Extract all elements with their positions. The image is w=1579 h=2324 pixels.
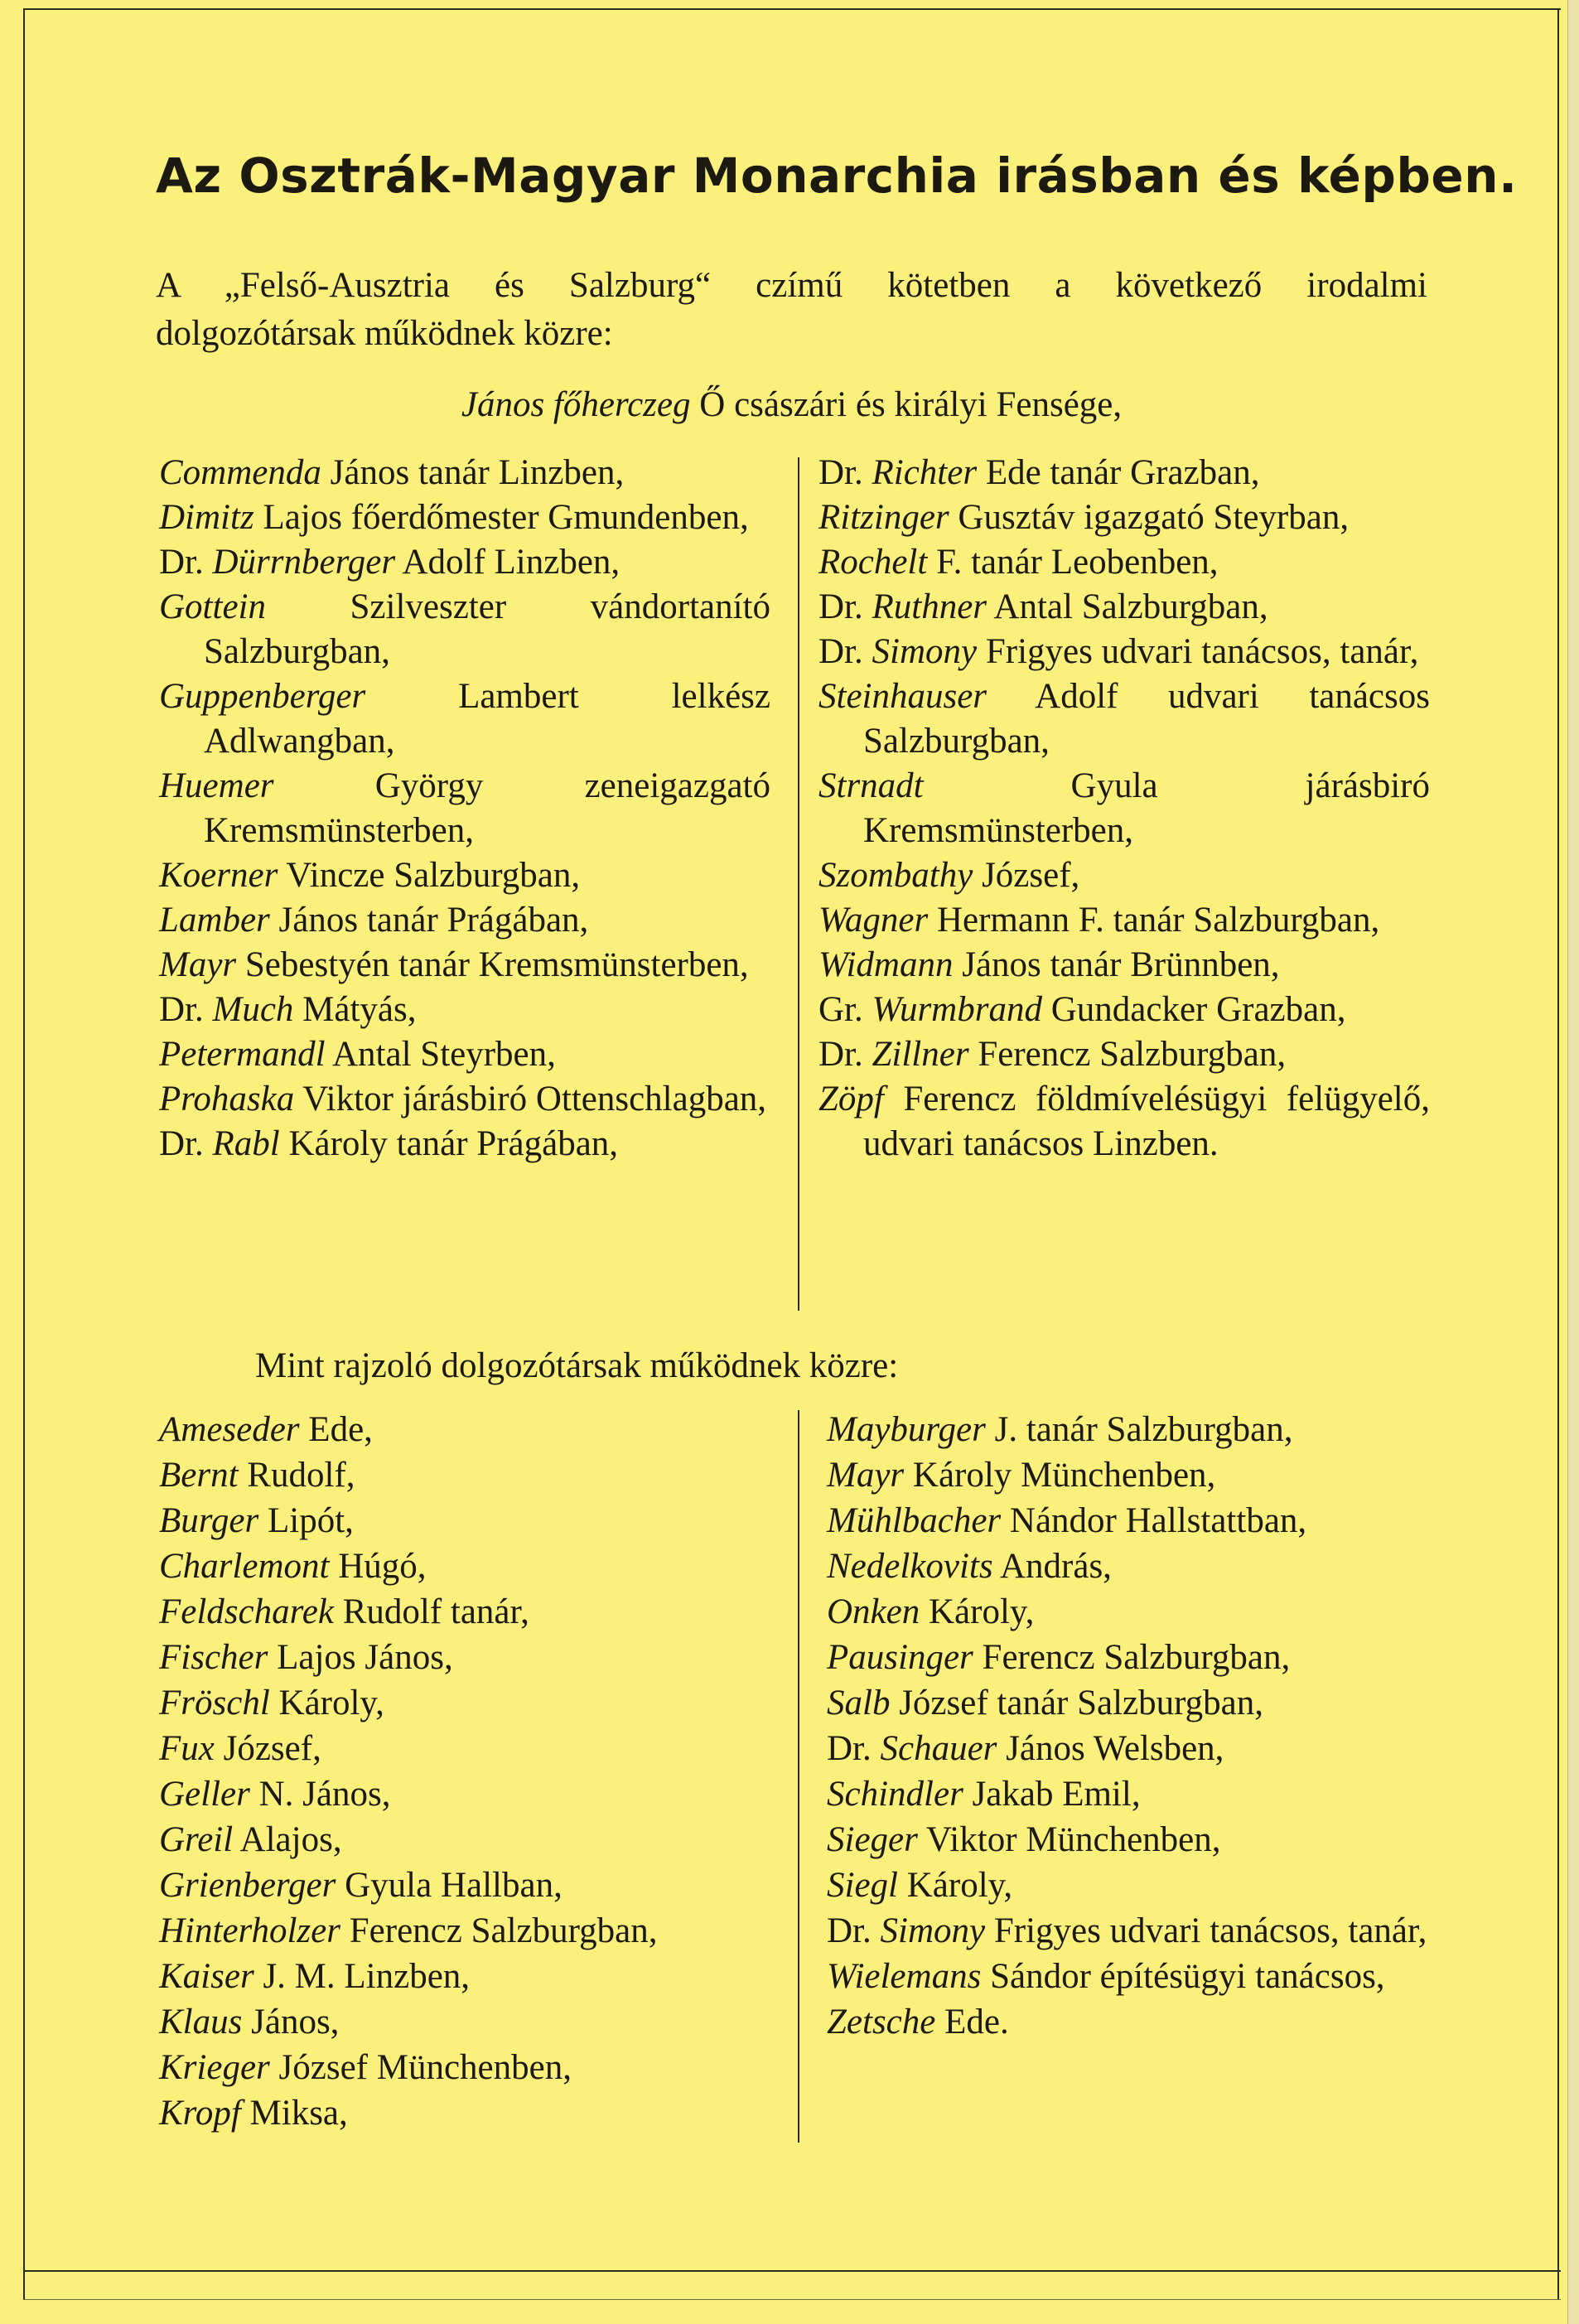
- page-border-bottom: [23, 2270, 1561, 2272]
- entry-details: Ferencz Salzburgban,: [340, 1911, 658, 1950]
- list-entry: [827, 1452, 1438, 1498]
- entry-title: Gr.: [818, 990, 872, 1029]
- entry-details: F. tanár Leobenben,: [927, 543, 1219, 582]
- entry-details: Sebestyén tanár Kremsmünsterben,: [236, 945, 749, 984]
- entry-details: Miksa,: [240, 2094, 348, 2133]
- entry-details: Károly,: [897, 1866, 1013, 1905]
- page-border-right: [1557, 8, 1559, 2299]
- page-border-top: [23, 8, 1561, 10]
- entry-surname: Greil: [159, 1820, 234, 1859]
- entry-surname: Guppenberger: [159, 677, 366, 716]
- list-entry: [159, 1452, 770, 1498]
- page-title: Az Osztrák-Magyar Monarchia irásban és képben.: [156, 147, 1518, 204]
- entry-surname: Hinterholzer: [159, 1911, 340, 1950]
- entry-details: Ede.: [935, 2003, 1009, 2041]
- entry-title: Dr.: [818, 453, 872, 492]
- entry-details: Frigyes udvari tanácsos, tanár,: [985, 1911, 1427, 1950]
- entry-title: Dr.: [818, 1035, 872, 1074]
- list-entry: [159, 1680, 770, 1726]
- list-entry: [818, 495, 1430, 540]
- list-entry: [818, 1032, 1430, 1077]
- entry-details: Antal Salzburgban,: [987, 587, 1268, 626]
- entry-surname: Prohaska: [159, 1080, 295, 1119]
- entry-surname: Widmann: [818, 945, 954, 984]
- dedication-line: [156, 381, 1427, 429]
- entry-surname: Onken: [827, 1592, 920, 1631]
- entry-details: Károly tanár Prágában,: [279, 1124, 619, 1163]
- entry-title: Dr.: [827, 1729, 881, 1768]
- intro-paragraph: [156, 262, 1427, 358]
- entry-surname: Lamber: [159, 901, 270, 940]
- entry-surname: Commenda: [159, 453, 321, 492]
- entry-details: András,: [992, 1547, 1112, 1586]
- list-entry: [818, 853, 1430, 898]
- entry-details: Vincze Salzburgban,: [278, 856, 581, 895]
- entry-details: Húgó,: [329, 1547, 427, 1586]
- entry-surname: Huemer: [159, 766, 274, 805]
- list-entry: [818, 943, 1430, 988]
- entry-surname: Wielemans: [827, 1957, 982, 1996]
- list-entry: [159, 540, 770, 585]
- list-entry: [159, 1999, 770, 2045]
- entry-details: Hermann F. tanár Salzburgban,: [928, 901, 1380, 940]
- entry-details: Károly,: [920, 1592, 1035, 1631]
- list-entry: [827, 1771, 1438, 1817]
- entry-details: Gusztáv igazgató Steyrban,: [949, 498, 1350, 537]
- entry-surname: Dürrnberger: [212, 543, 396, 582]
- entry-details: Adolf Linzben,: [395, 543, 620, 582]
- list-entry: [159, 898, 770, 943]
- entry-surname: Kaiser: [159, 1957, 254, 1996]
- list-entry: [827, 1635, 1438, 1680]
- list-entry: [159, 988, 770, 1032]
- entry-surname: Szombathy: [818, 856, 973, 895]
- entry-surname: Fux: [159, 1729, 215, 1768]
- entry-surname: Zöpf: [818, 1080, 884, 1119]
- entry-details: Rudolf,: [238, 1456, 355, 1495]
- artists-list-right: [827, 1407, 1438, 2045]
- list-entry: [827, 1407, 1438, 1452]
- entry-details: Ferencz földmívelésügyi felügyelő, udvari tanácsos Linzben.: [863, 1080, 1430, 1163]
- list-entry: [827, 1498, 1438, 1544]
- entry-details: Sándor építésügyi tanácsos,: [981, 1957, 1385, 1996]
- entry-surname: Bernt: [159, 1456, 239, 1495]
- list-entry: [159, 585, 770, 674]
- list-entry: [159, 1122, 770, 1167]
- entry-details: Ede,: [299, 1410, 373, 1449]
- entry-surname: Ruthner: [872, 587, 987, 626]
- entry-surname: Strnadt: [818, 766, 924, 805]
- list-entry: [827, 1908, 1438, 1954]
- intro-line-2: dolgozótársak működnek közre:: [156, 314, 613, 353]
- list-entry: [159, 1635, 770, 1680]
- entry-details: Ede tanár Grazban,: [977, 453, 1260, 492]
- entry-title: Dr.: [159, 990, 213, 1029]
- entry-details: Lambert lelkész Adlwangban,: [204, 677, 770, 761]
- entry-surname: Charlemont: [159, 1547, 330, 1586]
- entry-details: Jakab Emil,: [963, 1775, 1141, 1814]
- entry-details: Rudolf tanár,: [333, 1592, 529, 1631]
- list-entry: [818, 585, 1430, 630]
- list-entry: [159, 1498, 770, 1544]
- list-entry: [827, 1680, 1438, 1726]
- entry-surname: Mayr: [159, 945, 237, 984]
- writers-list-right: [818, 451, 1430, 1167]
- entry-details: Alajos,: [233, 1820, 342, 1859]
- dedication-name: János főherczeg: [461, 385, 691, 424]
- list-entry: [818, 1077, 1430, 1167]
- entry-details: János tanár Brünnben,: [953, 945, 1280, 984]
- entry-title: Dr.: [159, 1124, 213, 1163]
- entry-surname: Simony: [880, 1911, 986, 1950]
- entry-surname: Rabl: [212, 1124, 280, 1163]
- list-entry: [827, 1999, 1438, 2045]
- entry-surname: Pausinger: [827, 1638, 973, 1677]
- entry-surname: Petermandl: [159, 1035, 326, 1074]
- list-entry: [159, 1771, 770, 1817]
- list-entry: [827, 1589, 1438, 1635]
- artists-list-left: [159, 1407, 770, 2136]
- list-entry: [159, 1908, 770, 1954]
- entry-details: Ferencz Salzburgban,: [973, 1638, 1291, 1677]
- entry-surname: Mayburger: [827, 1410, 986, 1449]
- entry-details: Károly,: [269, 1684, 384, 1722]
- entry-surname: Sieger: [827, 1820, 918, 1859]
- entry-surname: Mayr: [827, 1456, 905, 1495]
- list-entry: [159, 1077, 770, 1122]
- list-entry: [159, 1863, 770, 1908]
- entry-details: Viktor járásbiró Ottenschlagban,: [294, 1080, 767, 1119]
- entry-surname: Zetsche: [827, 2003, 936, 2041]
- entry-details: Szilveszter vándortanító Salzburgban,: [204, 587, 770, 671]
- entry-surname: Nedelkovits: [827, 1547, 993, 1586]
- entry-surname: Fischer: [159, 1638, 268, 1677]
- entry-surname: Salb: [827, 1684, 891, 1722]
- entry-surname: Steinhauser: [818, 677, 987, 716]
- entry-details: János Welsben,: [997, 1729, 1224, 1768]
- entry-surname: Much: [212, 990, 294, 1029]
- page-border-bottom-outer: [23, 2299, 1561, 2300]
- entry-surname: Kropf: [159, 2094, 241, 2133]
- list-entry: [818, 674, 1430, 764]
- page-edge: [1567, 0, 1579, 2324]
- entry-surname: Ameseder: [159, 1410, 300, 1449]
- entry-surname: Schindler: [827, 1775, 963, 1814]
- list-entry: [159, 1544, 770, 1589]
- page-border-left: [23, 8, 25, 2299]
- dedication-text: Ő császári és királyi Fensége,: [690, 385, 1123, 424]
- entry-details: J. tanár Salzburgban,: [985, 1410, 1293, 1449]
- list-entry: [818, 988, 1430, 1032]
- entry-surname: Klaus: [159, 2003, 243, 2041]
- entry-title: Dr.: [159, 543, 213, 582]
- entry-title: Dr.: [818, 587, 872, 626]
- list-entry: [827, 1863, 1438, 1908]
- list-entry: [159, 943, 770, 988]
- entry-details: Lipót,: [258, 1501, 354, 1540]
- entry-details: József,: [973, 856, 1080, 895]
- list-entry: [159, 1817, 770, 1863]
- list-entry: [159, 2045, 770, 2090]
- list-entry: [159, 1726, 770, 1771]
- entry-surname: Richter: [872, 453, 978, 492]
- list-entry: [818, 630, 1430, 674]
- entry-surname: Simony: [872, 632, 978, 671]
- entry-details: Viktor Münchenben,: [917, 1820, 1221, 1859]
- entry-details: János,: [242, 2003, 340, 2041]
- entry-details: Mátyás,: [293, 990, 417, 1029]
- list-entry: [827, 1726, 1438, 1771]
- list-entry: [827, 1544, 1438, 1589]
- entry-details: György zeneigazgató Kremsmünsterben,: [204, 766, 770, 850]
- list-entry: [159, 1589, 770, 1635]
- entry-surname: Zillner: [872, 1035, 969, 1074]
- entry-details: Lajos János,: [268, 1638, 453, 1677]
- list-entry: [159, 495, 770, 540]
- entry-surname: Ritzinger: [818, 498, 949, 537]
- entry-surname: Burger: [159, 1501, 259, 1540]
- entry-details: J. M. Linzben,: [254, 1957, 471, 1996]
- entry-details: Ferencz Salzburgban,: [968, 1035, 1287, 1074]
- entry-details: N. János,: [249, 1775, 391, 1814]
- entry-details: Antal Steyrben,: [325, 1035, 556, 1074]
- entry-details: Gyula Hallban,: [336, 1866, 563, 1905]
- list-entry: [818, 764, 1430, 853]
- list-entry: [159, 1954, 770, 1999]
- entry-surname: Schauer: [880, 1729, 997, 1768]
- writers-list-left: [159, 451, 770, 1167]
- artists-heading: Mint rajzoló dolgozótársak működnek közre:: [255, 1346, 899, 1385]
- list-entry: [159, 674, 770, 764]
- entry-details: Károly Münchenben,: [904, 1456, 1216, 1495]
- entry-details: János tanár Prágában,: [269, 901, 589, 940]
- entry-surname: Wurmbrand: [872, 990, 1042, 1029]
- entry-surname: Grienberger: [159, 1866, 336, 1905]
- entry-surname: Dimitz: [159, 498, 254, 537]
- entry-surname: Koerner: [159, 856, 278, 895]
- entry-details: János tanár Linzben,: [321, 453, 625, 492]
- entry-surname: Fröschl: [159, 1684, 270, 1722]
- list-entry: [818, 451, 1430, 495]
- column-divider-artists: [798, 1410, 799, 2143]
- entry-details: Gundacker Grazban,: [1041, 990, 1346, 1029]
- entry-details: József tanár Salzburgban,: [890, 1684, 1264, 1722]
- entry-surname: Krieger: [159, 2048, 270, 2087]
- entry-surname: Rochelt: [818, 543, 928, 582]
- entry-details: József Münchenben,: [269, 2048, 572, 2087]
- column-divider: [798, 457, 799, 1311]
- entry-title: Dr.: [827, 1911, 881, 1950]
- list-entry: [827, 1817, 1438, 1863]
- list-entry: [159, 764, 770, 853]
- entry-surname: Geller: [159, 1775, 250, 1814]
- entry-details: Frigyes udvari tanácsos, tanár,: [977, 632, 1419, 671]
- list-entry: [827, 1954, 1438, 1999]
- list-entry: [159, 853, 770, 898]
- entry-surname: Wagner: [818, 901, 929, 940]
- intro-line-1: A „Felső-Ausztria és Salzburg“ czímű kötetben a következő irodalmi: [156, 266, 1427, 305]
- entry-surname: Gottein: [159, 587, 266, 626]
- entry-title: Dr.: [818, 632, 872, 671]
- list-entry: [159, 1032, 770, 1077]
- entry-details: Nándor Hallstattban,: [1001, 1501, 1307, 1540]
- list-entry: [818, 898, 1430, 943]
- list-entry: [159, 1407, 770, 1452]
- list-entry: [159, 2090, 770, 2136]
- entry-surname: Feldscharek: [159, 1592, 334, 1631]
- entry-surname: Mühlbacher: [827, 1501, 1002, 1540]
- entry-details: Adolf udvari tanácsos Salzburgban,: [863, 677, 1430, 761]
- entry-details: József,: [214, 1729, 321, 1768]
- entry-details: Gyula járásbiró Kremsmünsterben,: [863, 766, 1430, 850]
- entry-surname: Siegl: [827, 1866, 898, 1905]
- list-entry: [818, 540, 1430, 585]
- entry-details: Lajos főerdőmester Gmundenben,: [254, 498, 749, 537]
- list-entry: [159, 451, 770, 495]
